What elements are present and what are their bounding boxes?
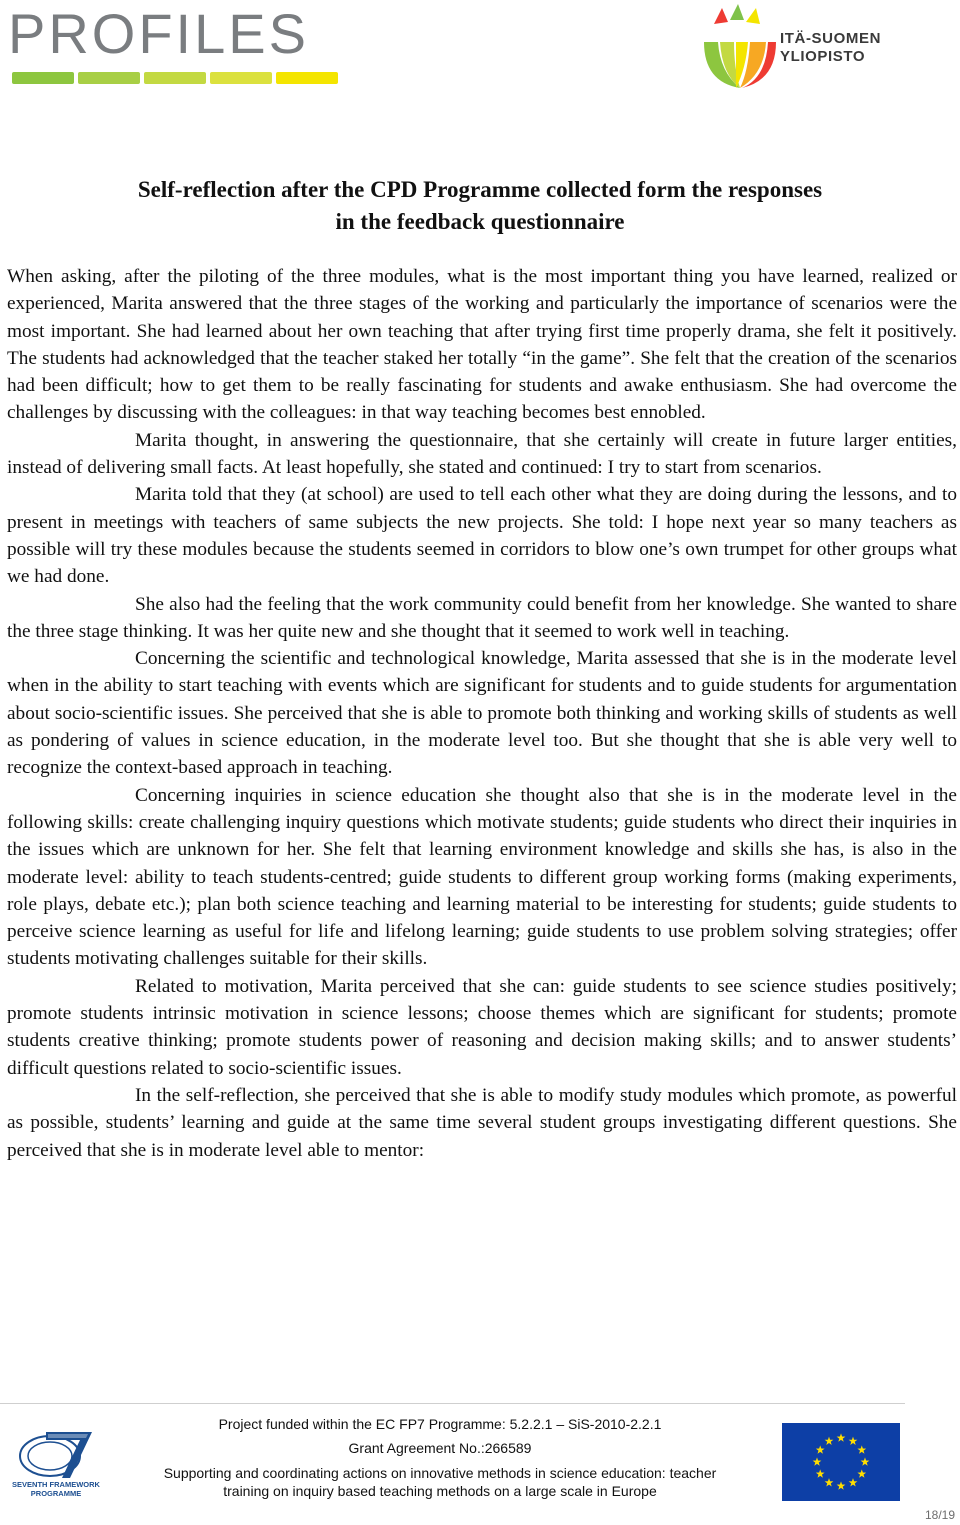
university-name-line1: ITÄ-SUOMEN (780, 30, 881, 47)
fp7-emblem-icon (10, 1422, 102, 1480)
footer-funding-line: Project funded within the EC FP7 Programme: 5.2.2.1 – SiS-2010-2.2.1 (218, 1416, 662, 1432)
fp7-caption-line1: SEVENTH FRAMEWORK (12, 1480, 100, 1489)
footer-text (110, 1415, 770, 1500)
footer-training-line: training on inquiry based teaching methods on a large scale in Europe (223, 1483, 657, 1499)
paragraph-8: In the self-reflection, she perceived that she is able to modify study modules which promote, as powerful as possible, students’ learning and guide at the same time several student groups investigating different questions. She perceived that she is in moderate level able to mentor: (7, 1084, 957, 1161)
footer-grant-line: Grant Agreement No.:266589 (348, 1440, 532, 1456)
paragraph-1: When asking, after the piloting of the three modules, what is the most important thing you have learned, realized or experienced, Marita answered that the three stages of the working and particularly the importance of scenarios were the most important. She had learned about her own teaching that after trying first time properly drama, she felt it positively. The students had acknowledged that the teacher staked her totally “in the game”. She felt that the creation of the scenarios had been difficult; how to get them to be really fascinating for students and awake enthusiasm. She had overcome the challenges by discussing with the colleagues: in that way teaching becomes best ennobled. (7, 266, 957, 424)
document-body (7, 263, 957, 1164)
university-logo (700, 2, 950, 92)
eu-flag-icon (782, 1423, 900, 1501)
footer-support-line: Supporting and coordinating actions on innovative methods in science education: teacher (163, 1465, 717, 1481)
paragraph-7: Related to motivation, Marita perceived that she can: guide students to see science studies positively; promote students intrinsic motivation in science lessons; choose themes which are significant for students; promote students creative thinking; promote students power of reasoning and decision making skills; and to answer students’ difficult questions related to socio-scientific issues. (7, 975, 957, 1079)
footer-divider (0, 1403, 905, 1404)
paragraph-2: Marita thought, in answering the questionnaire, that she certainly will create in future larger entities, instead of delivering small facts. At least hopefully, she stated and continued: I try to start from scenarios. (7, 429, 957, 479)
paragraph-5: Concerning the scientific and technological knowledge, Marita assessed that she is in the moderate level when in the ability to start teaching with events which are significant for students and to guide students for argumentation about socio-scientific issues. She perceived that she is able to promote both thinking and working skills of students as well as pondering of values in science education, in the moderate level too. But she thought that she is able very well to recognize the context-based approach in teaching. (7, 648, 957, 779)
fp7-caption (10, 1480, 102, 1498)
paragraph-6: Concerning inquiries in science education she thought also that she is in the moderate level in the following skills: create challenging inquiry questions which motivate students; guide students who direct their inquiries in the issues which are unknown for her. She felt that learning environment knowledge and skills she has, is also in the moderate level: ability to teach students-centred; guide students to different group working forms (making experiments, role plays, debate etc.); plan both science teaching and learning material to be interesting for students; guide students to perceive science learning as useful for life and lifelong learning; guide students to use problem solving strategies; offer students motivating challenges suitable for their skills. (7, 784, 957, 970)
title-line-1: Self-reflection after the CPD Programme collected form the responses (137, 177, 823, 202)
university-emblem-icon (700, 2, 778, 92)
university-name (780, 30, 881, 66)
profiles-logo (8, 4, 338, 90)
university-name-line2: YLIOPISTO (780, 48, 866, 65)
fp7-caption-line2: PROGRAMME (30, 1489, 82, 1498)
fp7-logo (10, 1422, 102, 1500)
title-line-2: in the feedback questionnaire (335, 209, 625, 234)
paragraph-3: Marita told that they (at school) are used to tell each other what they are doing during the lessons, and to present in meetings with teachers of same subjects the new projects. She told: I hope next year so many teachers as possible will try these modules because the students seemed in corridors to blow one’s own trumpet for other groups what we had done. (7, 484, 957, 588)
paragraph-4: She also had the feeling that the work community could benefit from her knowledge. She wanted to share the three stage thinking. It was her quite new and she thought that it seemed to work well in teaching. (7, 593, 957, 642)
page-header (0, 0, 960, 100)
document-title (0, 174, 960, 238)
page-number: 18/19 (924, 1508, 955, 1522)
profiles-color-bars-icon (12, 70, 342, 86)
profiles-logo-text: PROFILES (8, 2, 309, 65)
